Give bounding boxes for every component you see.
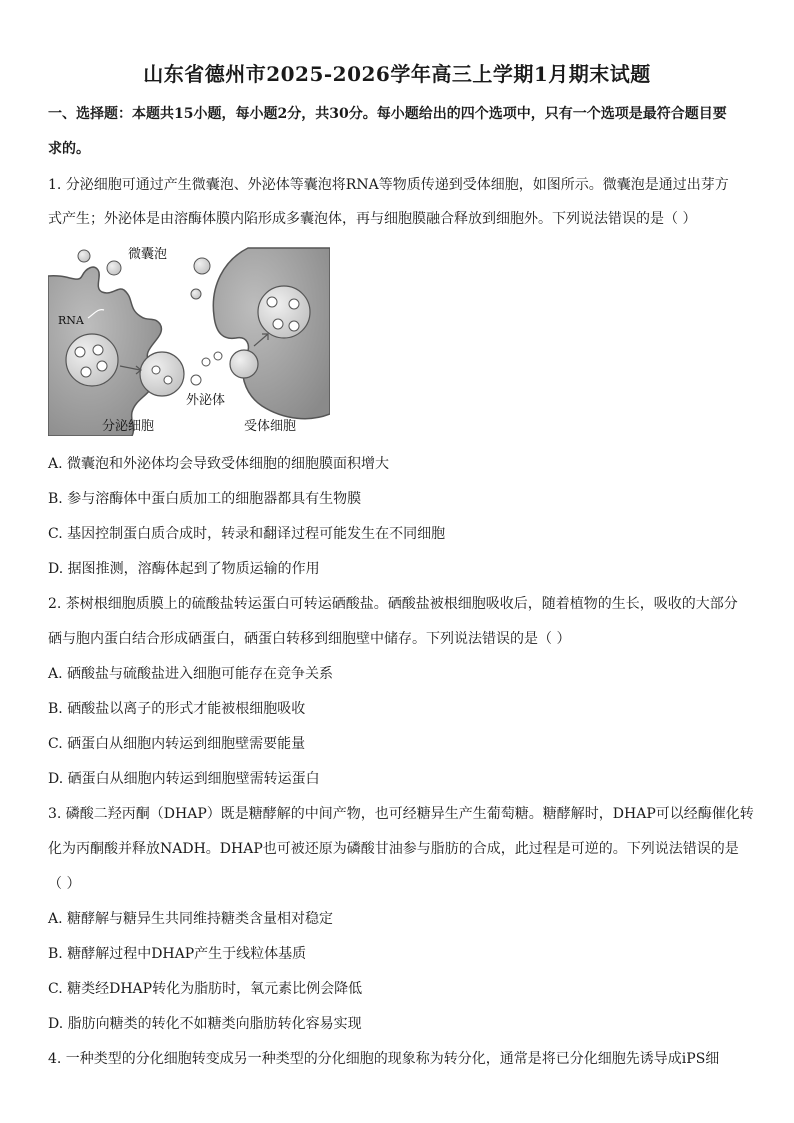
q1-option-c[interactable]: C. 基因控制蛋白质合成时，转录和翻译过程可能发生在不同细胞: [48, 526, 446, 542]
section-heading-cont: 求的。: [48, 141, 90, 157]
exosome-icon: [191, 375, 201, 385]
q2-option-c[interactable]: C. 硒蛋白从细胞内转运到细胞壁需要能量: [48, 736, 306, 752]
q1-option-d[interactable]: D. 据图推测，溶酶体起到了物质运输的作用: [48, 561, 320, 577]
q4-stem: 4. 一种类型的分化细胞转变成另一种类型的分化细胞的现象称为转分化，通常是将已分化细胞先诱导成iPS细: [48, 1051, 720, 1067]
q2-option-d[interactable]: D. 硒蛋白从细胞内转运到细胞壁需转运蛋白: [48, 771, 320, 787]
label-microvesicle: 微囊泡: [128, 247, 168, 262]
label-recipient-cell: 受体细胞: [244, 419, 297, 434]
q3-option-d[interactable]: D. 脂肪向糖类的转化不如糖类向脂肪转化容易实现: [48, 1016, 362, 1032]
q2-option-a[interactable]: A. 硒酸盐与硫酸盐进入细胞可能存在竞争关系: [48, 666, 334, 682]
q3-stem: 3. 磷酸二羟丙酮（DHAP）既是糖酵解的中间产物，也可经糖异生产生葡萄糖。糖酵解时，DHAP可以经酶催化转: [48, 806, 754, 822]
q3-stem: 化为丙酮酸并释放NADH。DHAP也可被还原为磷酸甘油参与脂肪的合成，此过程是可逆的。下列说法错误的是: [48, 841, 739, 857]
q3-option-a[interactable]: A. 糖酵解与糖异生共同维持糖类含量相对稳定: [48, 911, 334, 927]
q1-option-a[interactable]: A. 微囊泡和外泌体均会导致受体细胞的细胞膜面积增大: [48, 456, 390, 472]
q2-stem: 硒与胞内蛋白结合形成硒蛋白，硒蛋白转移到细胞壁中储存。下列说法错误的是（ ）: [48, 631, 571, 647]
q2-option-b[interactable]: B. 硒酸盐以离子的形式才能被根细胞吸收: [48, 701, 306, 717]
page-title: 山东省德州市2025-2026学年高三上学期1月期末试题: [143, 62, 651, 86]
multivesicular-body-icon: [66, 334, 118, 386]
recipient-mvb-icon: [258, 286, 310, 338]
label-exosome: 外泌体: [186, 393, 226, 408]
q2-stem: 2. 茶树根细胞质膜上的硫酸盐转运蛋白可转运硒酸盐。硒酸盐被根细胞吸收后，随着植物的生长，吸收的大部分: [48, 596, 738, 612]
q3-option-b[interactable]: B. 糖酵解过程中DHAP产生于线粒体基质: [48, 946, 307, 962]
microvesicle-icon: [78, 250, 90, 262]
fusing-vesicle-icon: [140, 352, 184, 396]
endocytic-vesicle-icon: [230, 350, 258, 378]
q3-option-c[interactable]: C. 糖类经DHAP转化为脂肪时，氧元素比例会降低: [48, 981, 363, 997]
q1-stem: 式产生；外泌体是由溶酶体膜内陷形成多囊泡体，再与细胞膜融合释放到细胞外。下列说法错误的是（ ）: [48, 211, 697, 227]
q3-stem: （ ）: [48, 876, 81, 892]
label-rna: RNA: [58, 314, 84, 327]
q1-stem: 1. 分泌细胞可通过产生微囊泡、外泌体等囊泡将RNA等物质传递到受体细胞，如图所示。微囊泡是通过出芽方: [48, 177, 729, 193]
vesicle-transport-figure: [48, 246, 330, 436]
label-secretory-cell: 分泌细胞: [102, 419, 155, 434]
q1-option-b[interactable]: B. 参与溶酶体中蛋白质加工的细胞器都具有生物膜: [48, 491, 362, 507]
section-heading: 一、选择题：本题共15小题，每小题2分，共30分。每小题给出的四个选项中，只有一个选项是最符合题目要: [48, 106, 727, 122]
